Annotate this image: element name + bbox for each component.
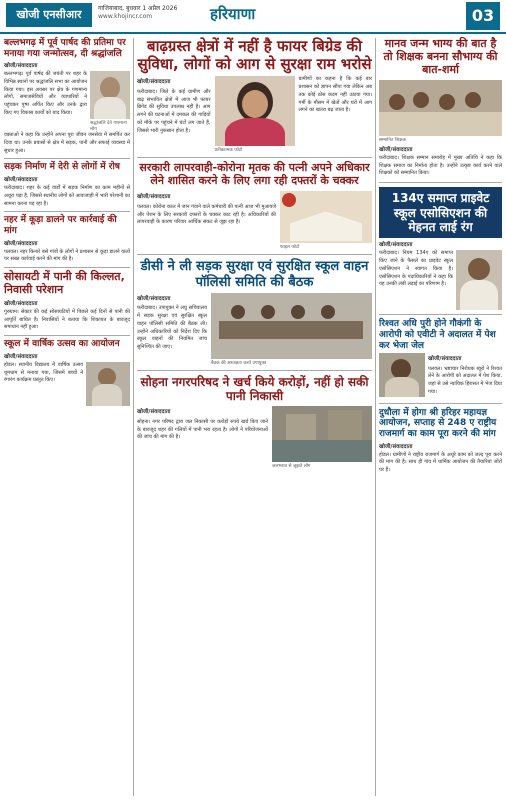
- article-byline: खोजी/संवाददाता: [4, 300, 38, 307]
- lead-headline: बाढ़ग्रस्त क्षेत्रों में नहीं है फायर बिग्रेड की सुविधा, लोगों को आग से सुरक्षा राम भरोसे: [137, 37, 372, 73]
- article-headline: मानव जन्म भाग्य की बात है तो शिक्षक बनना सौभाग्य की बात-शर्मा: [383, 37, 498, 76]
- article-paragraph: फरीदाबाद। उपायुक्त ने लघु सचिवालय में सड़क सुरक्षा एवं सुरक्षित स्कूल वाहन पॉलिसी समिति की बैठक ली। उन्होंने अधिकारियों को निर्देश दिए कि स्कूल वाहनों की नियमित जांच सुनिश्चित की जाए।: [137, 305, 207, 351]
- section-title: हरियाणा: [210, 5, 256, 23]
- article-body: [4, 309, 130, 332]
- divider: [4, 158, 130, 159]
- article-body: [137, 406, 268, 469]
- photo-caption: जलभराव से जूझते लोग: [272, 464, 311, 470]
- article-photo: [280, 191, 372, 243]
- article-byline: खोजी/संवाददाता: [137, 409, 171, 416]
- article-headline: रिश्वत अधि पुरी होने गौकंगी के आरोपी को एवीटी ने अदालत में पेश कर भेजा जेल: [379, 319, 496, 351]
- article-photo: [379, 353, 425, 397]
- article-body: [428, 353, 502, 399]
- photo-caption: प्रतीकात्मक फोटो: [214, 148, 243, 154]
- left-column: [4, 38, 130, 406]
- article-photo: [90, 71, 130, 119]
- article-headline: सड़क निर्माण में देरी से लोगों में रोष: [4, 162, 120, 173]
- article-body: [137, 293, 207, 366]
- article-paragraph: पलवल। भ्रष्टाचार निरोधक ब्यूरो ने रिश्वत लेने के आरोपी को अदालत में पेश किया, जहां से उसे न्यायिक हिरासत में भेज दिया गया।: [428, 365, 502, 395]
- page-number: 03: [466, 2, 500, 30]
- lead-article: [137, 38, 372, 153]
- article: [4, 339, 130, 406]
- article-byline: खोजी/संवाददाता: [379, 443, 413, 450]
- column-divider: [375, 38, 376, 796]
- article: [379, 319, 502, 398]
- article-paragraph: फरीदाबाद। शहर के कई वार्डों में सड़क निर्माण का काम महीनों से अधूरा पड़ा है, जिससे स्थानीय लोगों को आवाजाही में भारी परेशानी का सामना करना पड़ रहा है।: [4, 185, 130, 207]
- article-photo: [379, 80, 502, 136]
- article-headline: दुधौला में होगा श्री हरिहर महायज्ञ आयोजन, सप्ताह से 248 ए राष्ट्रीय राजमार्ग का काम पूरा करने की मांग: [379, 407, 497, 439]
- divider: [379, 314, 502, 315]
- divider: [4, 267, 130, 268]
- article: [379, 38, 502, 178]
- article-paragraph: पलवल। कोरोना काल में जान गंवाने वाले कर्मचारी की पत्नी आज भी मुआवजे और पेंशन के लिए सरकारी दफ्तरों के चक्कर काट रही है। अधिकारियों की लापरवाही के कारण परिवार आर्थिक संकट से जूझ रहा है।: [137, 203, 276, 226]
- article-byline: खोजी/संवाददाता: [4, 177, 38, 184]
- article-byline: खोजी/संवाददाता: [4, 353, 38, 360]
- article-body: [379, 250, 453, 310]
- article-paragraph: पलवल। नहर किनारे बसे गांवों के लोगों ने प्रशासन से कूड़ा डालने वालों पर सख्त कार्रवाई करने की मांग की है।: [4, 248, 130, 263]
- article-paragraph: फरीदाबाद। नियम 134ए को समाप्त किए जाने के फैसले का प्राइवेट स्कूल एसोसिएशन ने स्वागत किया है। एसोसिएशन के पदाधिकारियों ने कहा कि यह उनकी लंबी लड़ाई का परिणाम है।: [379, 250, 453, 288]
- article-paragraph: होडल। स्थानीय विद्यालय में वार्षिक उत्सव धूमधाम से मनाया गया, जिसमें बच्चों ने रंगारंग कार्यक्रम प्रस्तुत किए।: [4, 361, 83, 384]
- article-photo: [211, 293, 372, 359]
- photo-caption: सम्मानित शिक्षक: [379, 137, 406, 143]
- center-column: [137, 38, 372, 469]
- article-headline: स्कूल में वार्षिक उत्सव का आयोजन: [4, 339, 120, 350]
- photo-caption: फाइल फोटो: [280, 245, 300, 251]
- article-paragraph: सोहना। नगर परिषद द्वारा जल निकासी पर करोड़ों रुपये खर्च किए जाने के बावजूद शहर की गलियों में पानी भरा रहता है। लोगों ने परियोजनाओं की जांच की मांग की है।: [137, 418, 268, 441]
- photo-caption: बैठक की अध्यक्षता करते उपायुक्त: [211, 360, 267, 366]
- divider: [137, 254, 372, 255]
- article-byline: खोजी/संवाददाता: [4, 63, 38, 70]
- banner-article: [379, 187, 502, 310]
- website: www.khojincr.com: [98, 13, 153, 20]
- article-body: [137, 76, 211, 153]
- article-photo: [272, 406, 372, 462]
- article-paragraph: होडल। ग्रामीणों ने राष्ट्रीय राजमार्ग के अधूरे काम को जल्द पूरा करने की मांग की है। साथ ही गांव में धार्मिक आयोजन की तैयारियां जोरों पर हैं।: [379, 451, 502, 473]
- article-byline: खोजी/संवाददाता: [379, 242, 413, 249]
- divider: [137, 370, 372, 371]
- banner-headline-box: [379, 187, 502, 238]
- article-body: [4, 362, 83, 406]
- banner-headline: 134ए समाप्त प्राइवेट स्कूल एसोसिएशन की मेहनत लाई रंग: [391, 191, 490, 234]
- article: [4, 162, 130, 208]
- article-byline: खोजी/संवाददाता: [379, 146, 413, 153]
- lead-photo: [215, 76, 295, 146]
- article-body: [4, 132, 130, 155]
- article: [137, 375, 372, 469]
- divider: [379, 403, 502, 404]
- article-body: [4, 71, 87, 132]
- article-photo: [456, 250, 502, 310]
- article-body: [379, 452, 502, 475]
- article-paragraph: वक्ताओं ने कहा कि उन्होंने अपना पूरा जीवन जनसेवा में समर्पित कर दिया था। उनके प्रयासों से क्षेत्र में सड़क, पानी और सफाई व्यवस्था में सुधार हुआ।: [4, 132, 130, 154]
- right-column: [379, 38, 502, 477]
- article-photo: [86, 362, 130, 406]
- article-paragraph: गुरुग्राम। सेक्टर की कई सोसायटियों में पिछले कई दिनों से पानी की आपूर्ति बाधित है। निवासियों ने बताया कि शिकायत के बावजूद समाधान नहीं हुआ।: [4, 308, 130, 331]
- article-byline: खोजी/संवाददाता: [137, 79, 171, 86]
- article-body: [379, 155, 502, 178]
- article: [137, 259, 372, 366]
- article-byline: खोजी/संवाददाता: [137, 295, 171, 302]
- article-paragraph: बल्लभगढ़। पूर्व पार्षद की जयंती पर शहर के विभिन्न स्थानों पर श्रद्धांजलि सभा का आयोजन किया गया। इस अवसर पर क्षेत्र के गणमान्य लोगों, समाजसेवियों और व्यापारियों ने पहुंचकर पुष्प अर्पित किए और उनके द्वारा किए गए विकास कार्यों को याद किया।: [4, 71, 87, 116]
- article-body: [4, 185, 130, 208]
- article-headline: डीसी ने ली सड़क सुरक्षा एवं सुरक्षित स्कूल वाहन पॉलिसी समिति की बैठक: [140, 259, 369, 290]
- article: [137, 162, 372, 250]
- article-headline: सोहना नगरपरिषद ने खर्च किये करोड़ों, नहीं हो सकी पानी निकासी: [140, 374, 369, 404]
- brand-logo: खोजी एनसीआर: [6, 3, 92, 27]
- article: [4, 271, 130, 332]
- article-headline: बल्लभगढ़ में पूर्व पार्षद की प्रतिमा पर मनाया गया जन्मोत्सव, दी श्रद्धांजलि: [4, 38, 126, 59]
- masthead: [0, 0, 506, 34]
- article-paragraph: फरीदाबाद। जिले के कई ग्रामीण और बाढ़ संभावित क्षेत्रों में आज भी फायर ब्रिगेड की सुविधा उपलब्ध नहीं है। आग लगने की घटनाओं में दमकल की गाड़ियों को मौके पर पहुंचने में घंटों लग जाते हैं, जिससे भारी नुकसान होता है।: [137, 88, 211, 134]
- issue-date: गाजियाबाद, बुधवार 1 अप्रैल 2026: [98, 5, 178, 12]
- column-divider: [133, 38, 134, 796]
- article: [4, 215, 130, 264]
- divider: [4, 335, 130, 336]
- article-byline: खोजी/संवाददाता: [4, 240, 38, 247]
- article-paragraph: फरीदाबाद। शिक्षक सम्मान समारोह में मुख्य अतिथि ने कहा कि शिक्षक समाज का निर्माता होता है। उन्होंने उत्कृष्ट कार्य करने वाले शिक्षकों को सम्मानित किया।: [379, 154, 502, 177]
- article-headline: सोसायटी में पानी की किल्लत, निवासी परेशान: [4, 270, 125, 297]
- article-byline: खोजी/संवाददाता: [137, 194, 171, 201]
- article-body: [299, 76, 373, 153]
- divider: [137, 157, 372, 158]
- article-paragraph: ग्रामीणों का कहना है कि कई बार प्रशासन को ज्ञापन सौंपा गया लेकिन अब तक कोई ठोस कदम नहीं उठाया गया। गर्मी के मौसम में खेतों और घरों में आग लगने का खतरा बढ़ जाता है।: [298, 76, 372, 114]
- article-byline: खोजी/संवाददाता: [428, 356, 462, 363]
- article-headline: सरकारी लापरवाही-कोरोना मृतक की पत्नी अपने अधिकार लेने शासित करने के लिए लगा रही दफ्तरों के चक्कर: [139, 161, 370, 188]
- article: [4, 38, 130, 155]
- divider: [379, 182, 502, 183]
- photo-caption: श्रद्धांजलि देते गणमान्य लोग: [90, 121, 127, 133]
- article: [379, 408, 502, 475]
- article-body: [137, 191, 276, 250]
- article-headline: नहर में कूड़ा डालने पर कार्रवाई की मांग: [4, 215, 117, 236]
- divider: [4, 211, 130, 212]
- article-body: [4, 249, 130, 265]
